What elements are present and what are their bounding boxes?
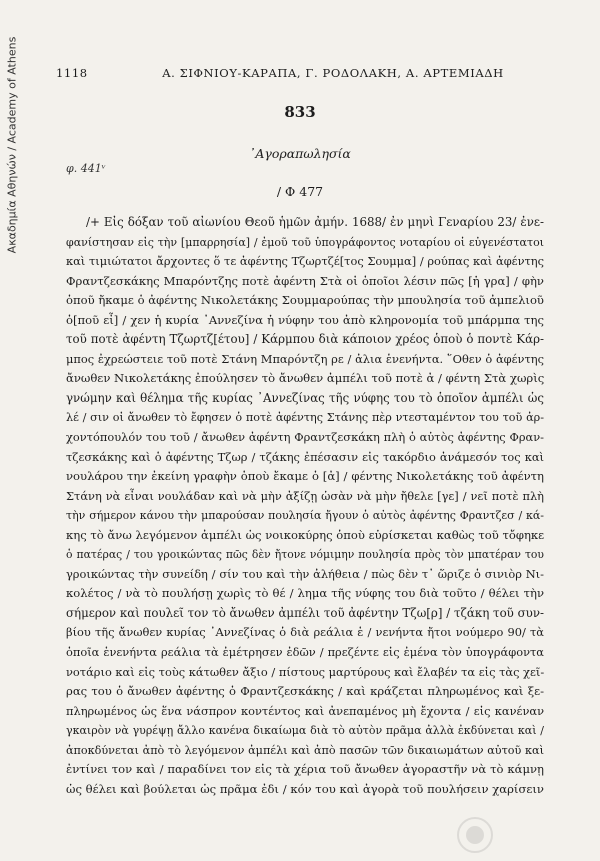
body-line: βίου τῆς ἄνωθεν κυρίας ᾿Αννεζίνας ὁ διὰ ρεάλια ἑ / νενήντα ἤτοι νούμερο 90/ τὰ — [66, 625, 544, 640]
body-line: λέ / σιν οἱ ἄνωθεν τὸ ἔφησεν ὁ ποτὲ ἀφέντης Στάνης πὲρ ντεσταμέντον του τοῦ ἀρ- — [66, 411, 544, 425]
body-line: κολέτος / νὰ τὸ πουλήσῃ χωρὶς τὸ θέ / λημα τῆς νύφης του διὰ τοῦτο / θέλει τὴν — [66, 586, 544, 601]
body-line: γκαιρὸν νὰ γυρέψῃ ἄλλο κανένα δικαίωμα διὰ τὸ αὐτὸν πρᾶμα ἀλλὰ ἐκδύνεται καὶ / — [66, 724, 544, 738]
body-line: ἄνωθεν Νικολετάκης ἐπούλησεν τὸ ἄνωθεν ἀμπέλι τοῦ ποτὲ ἀ / φέντη Στὰ χωρὶς — [66, 371, 545, 386]
document-title: ᾿Αγοραπωλησία — [249, 146, 351, 161]
body-line: ὁποῖα ἑνενήντα ρεάλια τὰ ἐμέτρησεν ἐδῶν / πρεζέντε εἰς ἐμένα τὸν ὑπογράφοντα — [66, 645, 544, 660]
body-line: /+ Εἰς δόξαν τοῦ αἰωνίου Θεοῦ ἡμῶν ἀμήν. 1688/ ἐν μηνὶ Γεναρίου 23/ ἐνε- — [86, 215, 544, 229]
body-line: ὡς θέλει καὶ βούλεται ὡς πρᾶμα ἐδι / κόν του καὶ ἀγορὰ τοῦ πουλήσειν χαρίσειν — [66, 781, 544, 796]
file-reference: / Φ 477 — [276, 184, 324, 199]
academy-side-mark-text: Ακαδημία Αθηνών / Academy of Athens — [5, 36, 19, 254]
page-number: 1118 — [56, 66, 88, 80]
body-line: νουλάρου την ἐκείνη γραφὴν ὁποὺ ἔκαμε ὁ [ἀ] / φέντης Νικολετάκης τοῦ ἀφέντη — [66, 469, 544, 484]
body-line: ὁποῦ ἤκαμε ὁ ἀφέντης Νικολετάκης Σουμμαρούπας τὴν μπουλησία τοῦ ἀμπελιοῦ — [66, 293, 544, 308]
body-line: Φραντζεσκάκης Μπαρόντζης ποτὲ ἀφέντη Στὰ οἱ ὁποῖοι λέσιν πῶς [ἡ γρα] / φὴν — [66, 273, 544, 288]
body-line: ὁ πατέρας / του γροικώντας πῶς δὲν ἤτονε νόμιμην πουλησία πρὸς τὸν μπατέραν του — [66, 548, 544, 562]
body-line: Στάνη νὰ εἶναι νουλάδαν καὶ νὰ μὴν ἀξίζῃ ὡσὰν νὰ μὴν ἤθελε [γε] / νεῖ ποτὲ πλὴ — [66, 488, 544, 503]
body-line: φανίστησαν εἰς τὴν [μπαρρησία] / ἐμοῦ τοῦ ὑπογράφοντος νοταρίου οἱ εὐγενέστατοι — [66, 235, 544, 249]
body-line: μπος ἐχρεώστειε τοῦ ποτὲ Στάνη Μπαρόντζη ρε / ἀλια ἑνενήντα. ῞Οθεν ὁ ἀφέντης — [66, 351, 544, 366]
body-line: νοτάριο καὶ εἰς τοὺς κάτωθεν ἄξιο / πίστους μαρτύρους καὶ ἔλαβέν τα εἰς τὰς χεῖ- — [66, 664, 545, 679]
body-line: πληρωμένος ὡς ἕνα νάσπρον κοντέντος καὶ ἀνεπαμένος μὴ ἔχοντα / εἰς κανέναν — [66, 703, 544, 718]
body-line: τὴν σήμερον κάνου τὴν μπαρούσαν πουλησία ἤγουν ὁ αὐτὸς ἀφέντης Φραντζεσ / κά- — [66, 509, 544, 523]
body-line: κης τὸ ἄνω λεγόμενον ἀμπέλι ὡς νοικοκύρης ὁποὺ εὑρίσκεται καθὼς τοῦ τὄφηκε — [66, 527, 545, 542]
body-line: ἀποκδύνεται ἀπὸ τὸ λεγόμενον ἀμπέλι καὶ ἀπὸ πασῶν τῶν δικαιωμάτων αὐτοῦ καὶ — [66, 743, 544, 757]
body-line: τζεσκάκης καὶ ὁ ἀφέντης Τζωρ / τζάκης ἐπέσασιν εἰς τακόρδιο ἀνάμεσόν τος καὶ — [66, 449, 544, 464]
body-line: τοῦ ποτὲ ἀφέντη Τζωρτζ[έτου] / Κάρμπου διὰ κάποιον χρέος ὁποὺ ὁ ποντὲ Κάρ- — [66, 332, 544, 347]
body-line: ὁ[ποῦ εἶ] / χεν ἡ κυρία ᾿Αννεζίνα ἡ νύφην του ἀπὸ κληρονομία τοῦ μπάρμπα της — [66, 312, 544, 327]
body-line: ρας του ὁ ἄνωθεν ἀφέντης ὁ Φραντζεσκάκης / καὶ κράζεται πληρωμένος καὶ ξε- — [66, 684, 544, 699]
running-header-authors: Α. ΣΙΦΝΙΟΥ-ΚΑΡΑΠΑ, Γ. ΡΟΔΟΛΑΚΗ, Α. ΑΡΤΕΜΙΑΔΗ — [162, 66, 504, 80]
document-number: 833 — [284, 103, 316, 121]
academy-side-mark — [4, 36, 20, 254]
document-body — [66, 213, 544, 799]
watermark-seal-icon — [455, 815, 565, 861]
body-line: γνώμην καὶ θέλημα τῆς κυρίας ᾿Αννεζίνας τῆς νύφης του τὸ ὁποῖον ἀμπέλι ὡς — [66, 390, 544, 405]
folio-marker: φ. 441ᵛ — [66, 162, 106, 175]
body-line: καὶ τιμιώτατοι ἄρχοντες ὅ τε ἀφέντης Τζωρτζέ[τος Σουμμα] / ρούπας καὶ ἀφέντης — [66, 254, 544, 269]
body-line: γροικώντας τὴν συνείδη / σίν του καὶ τὴν ἀλήθεια / πὼς δὲν τ᾿ ὥριζε ὁ σινιὸρ Νι- — [66, 566, 544, 581]
body-line: χοντόπουλόν του τοῦ / ἄνωθεν ἀφέντη Φραντζεσκάκη πλὴ ὁ αὐτὸς ἀφέντης Φραν- — [66, 430, 544, 445]
running-header — [56, 66, 540, 80]
body-line: σήμερον καὶ πουλεῖ τον τὸ ἄνωθεν ἀμπέλι τοῦ ἀφέντην Τζω[ρ] / τζάκη τοῦ συν- — [66, 605, 544, 620]
body-line: ἐντίνει τον καὶ / παραδίνει τον εἰς τὰ χέρια τοῦ ἄνωθεν ἀγοραστῆν νὰ τὸ κάμνῃ — [66, 762, 544, 777]
